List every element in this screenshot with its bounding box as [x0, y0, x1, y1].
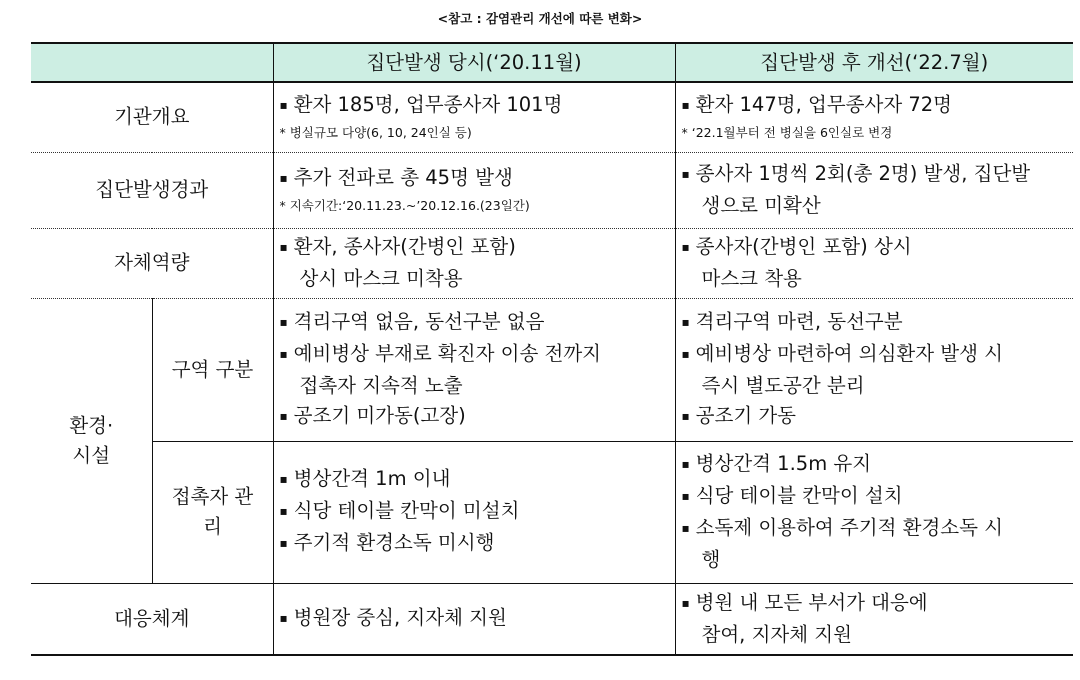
bullet-text: ▪ 식당 테이블 칸막이 미설치 — [280, 496, 669, 528]
header-blank — [31, 43, 273, 82]
row-env-contact — [31, 441, 1073, 583]
cell-after — [675, 583, 1073, 655]
cell-after — [675, 228, 1073, 298]
row-capacity — [31, 228, 1073, 298]
bullet-continuation: 접촉자 지속적 노출 — [299, 373, 463, 397]
cell-before — [273, 583, 675, 655]
note-text: * ‘22.1월부터 전 병실을 6인실로 변경 — [681, 125, 893, 141]
bullet-continuation: 행 — [701, 548, 721, 571]
row-label: 집단발생경과 — [31, 152, 273, 228]
row-env-zone — [31, 298, 1073, 441]
label-line: 접촉자 관 — [171, 485, 254, 508]
bullet-text: ▪ 공조기 가동 — [682, 401, 1068, 433]
row-overview — [31, 82, 1073, 152]
cell-after — [675, 298, 1073, 441]
cell-before — [273, 298, 675, 441]
bullet-text: ▪ 예비병상 부재로 확진자 이송 전까지 — [280, 339, 669, 371]
row-label: 자체역량 — [31, 228, 273, 298]
bullet-text: ▪ 환자, 종사자(간병인 포함) — [280, 232, 669, 264]
cell-before — [273, 82, 675, 152]
header-after: 집단발생 후 개선(‘22.7월) — [675, 43, 1073, 82]
bullet-text: ▪ 병상간격 1.5m 유지 — [682, 449, 1068, 481]
bullet-text: ▪ 종사자(간병인 포함) 상시 — [682, 232, 1068, 264]
bullet-text: ▪ 예비병상 마련하여 의심환자 발생 시 — [682, 339, 1068, 371]
cell-after — [675, 82, 1073, 152]
cell-before — [273, 152, 675, 228]
row-label: 기관개요 — [31, 82, 273, 152]
bullet-continuation: 즉시 별도공간 분리 — [701, 373, 865, 397]
note-text: * 병실규모 다양(6, 10, 24인실 등) — [279, 125, 472, 141]
bullet-text: ▪ 종사자 1명씩 2회(총 2명) 발생, 집단발 — [682, 159, 1068, 191]
bullet-text: ▪ 공조기 미가동(고장) — [280, 401, 669, 433]
bullet-text: ▪ 추가 전파로 총 45명 발생 — [280, 163, 669, 195]
bullet-text: ▪ 격리구역 없음, 동선구분 없음 — [280, 307, 669, 339]
cell-after — [675, 152, 1073, 228]
header-row — [31, 43, 1073, 82]
bullet-text: ▪ 병상간격 1m 이내 — [280, 464, 669, 496]
bullet-text: ▪ 식당 테이블 칸막이 설치 — [682, 481, 1068, 513]
bullet-text: ▪ 환자 147명, 업무종사자 72명 — [682, 90, 1068, 122]
row-label: 대응체계 — [31, 583, 273, 655]
label-line: 리 — [203, 515, 222, 538]
bullet-continuation: 참여, 지자체 지원 — [701, 622, 852, 646]
bullet-text: ▪ 병원 내 모든 부서가 대응에 — [682, 588, 1068, 620]
label-line: 환경· — [69, 413, 114, 437]
bullet-continuation: 마스크 착용 — [701, 267, 802, 290]
label-line: 시설 — [72, 443, 111, 467]
bullet-continuation: 생으로 미확산 — [701, 194, 821, 217]
note-text: * 지속기간:‘20.11.23.~’20.12.16.(23일간) — [279, 198, 530, 213]
bullet-continuation: 상시 마스크 미착용 — [299, 267, 463, 290]
cell-before — [273, 441, 675, 583]
comparison-table — [31, 42, 1073, 656]
bullet-text: ▪ 주기적 환경소독 미시행 — [280, 528, 669, 560]
bullet-text: ▪ 격리구역 마련, 동선구분 — [682, 307, 1068, 339]
row-label-environment — [31, 298, 152, 583]
sub-label-zone: 구역 구분 — [152, 298, 273, 441]
header-before: 집단발생 당시(‘20.11월) — [273, 43, 675, 82]
row-response — [31, 583, 1073, 655]
row-outbreak — [31, 152, 1073, 228]
bullet-text: ▪ 환자 185명, 업무종사자 101명 — [280, 90, 669, 122]
bullet-text: ▪ 소독제 이용하여 주기적 환경소독 시 — [682, 513, 1068, 545]
table-caption: <참고 : 감염관리 개선에 따른 변화> — [437, 11, 643, 26]
sub-label-contact — [152, 441, 273, 583]
cell-after — [675, 441, 1073, 583]
cell-before — [273, 228, 675, 298]
bullet-text: ▪ 병원장 중심, 지자체 지원 — [280, 603, 669, 635]
